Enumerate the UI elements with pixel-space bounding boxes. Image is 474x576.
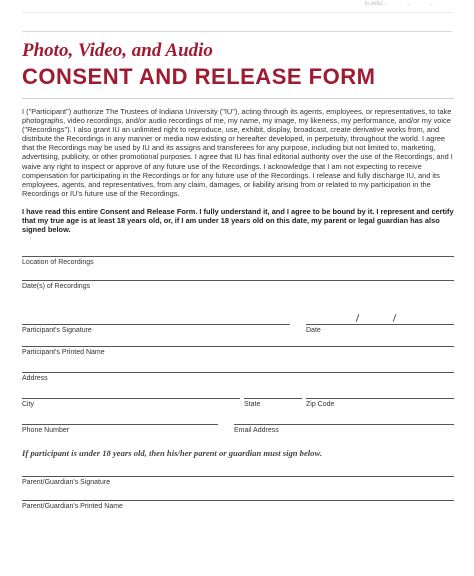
city-line[interactable]	[22, 398, 240, 399]
header-link[interactable]: iu.edu/...	[364, 1, 388, 7]
email-line[interactable]	[234, 424, 454, 425]
dates-line	[22, 280, 454, 281]
printed-name-label: Participant's Printed Name	[22, 349, 105, 356]
email-label: Email Address	[234, 427, 279, 434]
guardian-signature-field[interactable]	[22, 476, 454, 496]
city-state-zip-row	[22, 398, 454, 418]
date-line[interactable]	[306, 324, 454, 325]
guardian-signature-line	[22, 476, 454, 477]
address-label: Address	[22, 375, 48, 382]
fields-area	[22, 0, 454, 576]
address-field[interactable]	[22, 372, 454, 392]
printed-name-field[interactable]	[22, 346, 454, 366]
printed-name-line	[22, 346, 454, 347]
address-line	[22, 372, 454, 373]
signature-line[interactable]	[22, 324, 290, 325]
form-title-line-1: Photo, Video, and Audio	[22, 40, 213, 61]
signature-label: Participant's Signature	[22, 327, 92, 334]
guardian-name-field[interactable]	[22, 500, 454, 520]
phone-line[interactable]	[22, 424, 218, 425]
minor-instruction: If participant is under 18 years old, then his/her parent or guardian must sign below.	[22, 448, 323, 458]
zip-line[interactable]	[306, 398, 454, 399]
form-title-line-2: CONSENT AND RELEASE FORM	[22, 64, 376, 89]
guardian-name-label: Parent/Guardian's Printed Name	[22, 503, 123, 510]
dates-field[interactable]	[22, 280, 454, 300]
state-line[interactable]	[244, 398, 302, 399]
certification-paragraph: I have read this entire Consent and Release Form. I fully understand it, and I agree to be bound by it. I represent and certify that my true age is at least 18 years old, or, if I am under 18 years old on this date, my parent or legal guardian has also signed below.	[22, 206, 454, 235]
state-label: State	[244, 401, 261, 408]
date-slash-mark	[356, 314, 360, 322]
consent-paragraph: I ("Participant") authorize The Trustees of Indiana University ("IU"), acting through its agents, employees, or representatives, to take photographs, video recordings, and/or audio recordings of me, my name, my image, my likeness, my performance, and/or my voice ("Recordings"). I also grant IU an unlimited right to reproduce, use, exhibit, display, broadcast, create derivative works from, and distribute the Recordings in any manner or media now existing or hereafter developed, in perpetuity, throughout the world. I agree that the Recordings may be used by IU and its assigns and transferees for any purpose, including but not limited to, marketing, advertising, publicity, or other promotional purposes. I agree that IU has final editorial authority over the use of the Recordings, and I waive any right to inspect or approve of any future use of the Recordings. I acknowledge that I am not expecting to receive compensation for participating in the Recordings or for any future use of the Recordings. I release and fully discharge IU, and its employees, agents, and representatives, from any claim, damages, or liability arising from or related to my participation in the Recordings or IU's future use of the Recordings.	[22, 107, 453, 198]
date-slash-mark	[393, 314, 397, 322]
guardian-signature-label: Parent/Guardian's Signature	[22, 479, 111, 486]
city-label: City	[22, 401, 35, 408]
location-label: Location of Recordings	[22, 259, 94, 266]
phone-label: Phone Number	[22, 427, 70, 434]
signature-date-row	[22, 324, 454, 344]
dates-label: Date(s) of Recordings	[22, 283, 91, 290]
header-link[interactable]: ...	[428, 1, 434, 7]
header-link[interactable]: ...	[405, 1, 411, 7]
location-line	[22, 256, 454, 257]
location-field[interactable]	[22, 256, 454, 276]
date-label: Date	[306, 327, 321, 334]
phone-email-row	[22, 424, 454, 444]
guardian-name-line	[22, 500, 454, 501]
zip-label: Zip Code	[306, 401, 335, 408]
